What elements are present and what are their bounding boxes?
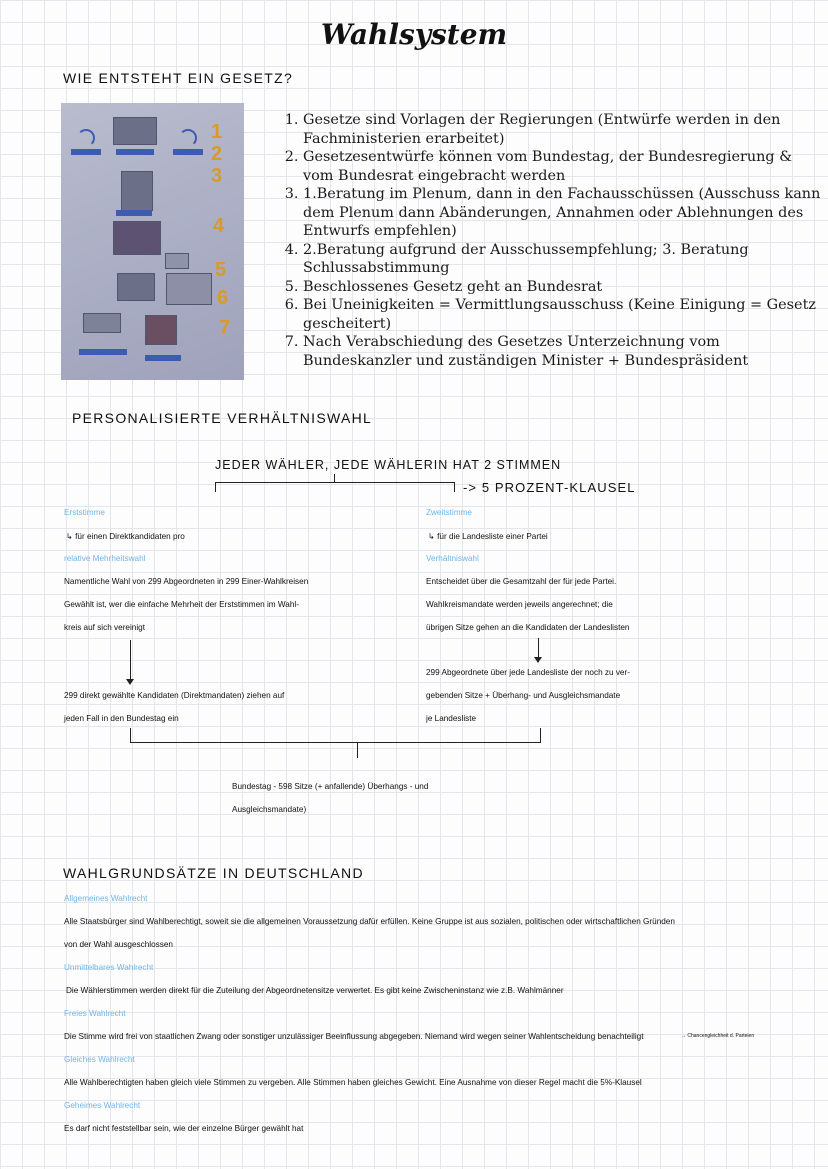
principle-text: Die Wählerstimmen werden direkt für die Zuteilung der Abgeordnetensitze verwertet. Es gibt keine Zwischeninstanz wie z.B. Wahlmänner (66, 986, 564, 995)
law-steps-list (276, 111, 823, 370)
text-line: Wahlkreismandate werden jeweils angerechnet; die (426, 600, 613, 609)
principle-text: von der Wahl ausgeschlossen (64, 940, 173, 949)
page-title: Wahlsystem (320, 18, 508, 51)
list-item: 2. Gesetzesentwürfe können vom Bundestag, der Bundesregierung & vom Bundesrat eingebracht werden (303, 148, 823, 185)
text-line: Namentliche Wahl von 299 Abgeordneten in 299 Einer-Wahlkreisen (64, 577, 309, 586)
text-line: kreis auf sich vereinigt (64, 623, 145, 632)
five-percent-clause: -> 5 PROZENT-KLAUSEL (463, 480, 636, 495)
section-heading-gesetz: WIE ENTSTEHT EIN GESETZ? (63, 70, 294, 86)
bundestag-text-cont: Ausgleichsmandate) (232, 805, 307, 814)
list-item: 6. Bei Uneinigkeiten = Vermittlungsausschuss (Keine Einigung = Gesetz gescheitert) (303, 296, 823, 333)
text-line: 299 direkt gewählte Kandidaten (Direktmandaten) ziehen auf (64, 691, 285, 700)
zweitstimme-description: ↳ für die Landesliste einer Partei (428, 532, 548, 541)
principle-label: Unmittelbares Wahlrecht (64, 963, 154, 972)
law-process-photo: 1 2 3 4 5 6 7 (61, 103, 244, 380)
list-item: 7. Nach Verabschiedung des Gesetzes Unterzeichnung vom Bundeskanzler und zuständigen Minister + Bundespräsident (303, 333, 823, 370)
erststimme-description: ↳ für einen Direktkandidaten pro (66, 532, 185, 541)
text-line: 299 Abgeordnete über jede Landesliste der noch zu ver- (426, 668, 630, 677)
section-heading-grundsaetze: WAHLGRUNDSÄTZE IN DEUTSCHLAND (63, 865, 364, 881)
erststimme-type: relative Mehrheitswahl (64, 554, 146, 563)
principle-text: Alle Wahlberechtigten haben gleich viele Stimmen zu vergeben. Alle Stimmen haben gleiches Gewicht. Eine Ausnahme von dieser Regel macht die 5%-Klausel (64, 1078, 642, 1087)
principle-text: Es darf nicht feststellbar sein, wie der einzelne Bürger gewählt hat (64, 1124, 304, 1133)
principle-note: → Chancengleichheit d. Parteien (681, 1033, 755, 1039)
text-line: Entscheidet über die Gesamtzahl der für jede Partei. (426, 577, 617, 586)
principle-text: Alle Staatsbürger sind Wahlberechtigt, soweit sie die allgemeinen Voraussetzung dafür erfüllen. Keine Gruppe ist aus sozialen, politischen oder wirtschaftlichen Gründen (64, 917, 675, 926)
principle-label: Allgemeines Wahlrecht (64, 894, 148, 903)
section-heading-verhaeltniswahl: PERSONALISIERTE VERHÄLTNISWAHL (72, 410, 373, 426)
principle-label: Freies Wahlrecht (64, 1009, 126, 1018)
list-item: 4. 2.Beratung aufgrund der Ausschussempfehlung; 3. Beratung Schlussabstimmung (303, 241, 823, 278)
zweitstimme-type: Verhältniswahl (426, 554, 479, 563)
principle-text: Die Stimme wird frei von staatlichen Zwang oder sonstiger unzulässiger Beeinflussung abgegeben. Niemand wird wegen seiner Wahlentscheidung benachteiligt (64, 1032, 644, 1041)
list-item: 1. Gesetze sind Vorlagen der Regierungen (Entwürfe werden in den Fachministerien erarbeitet) (303, 111, 823, 148)
text-line: gebenden Sitze + Überhang- und Ausgleichsmandate (426, 691, 621, 700)
two-votes-text: JEDER WÄHLER, JEDE WÄHLERIN HAT 2 STIMMEN (215, 458, 562, 472)
principle-label: Geheimes Wahlrecht (64, 1101, 141, 1110)
text-line: jeden Fall in den Bundestag ein (64, 714, 179, 723)
zweitstimme-label: Zweitstimme (426, 508, 472, 517)
principle-label: Gleiches Wahlrecht (64, 1055, 135, 1064)
list-item: 5. Beschlossenes Gesetz geht an Bundesrat (303, 278, 823, 297)
list-item: 3. 1.Beratung im Plenum, dann in den Fachausschüssen (Ausschuss kann dem Plenum dann Abänderungen, Annahmen oder Ablehnungen des Entwurfs empfehlen) (303, 185, 823, 241)
text-line: je Landesliste (426, 714, 477, 723)
text-line: Gewählt ist, wer die einfache Mehrheit der Erststimmen im Wahl- (64, 600, 299, 609)
text-line: übrigen Sitze gehen an die Kandidaten der Landeslisten (426, 623, 630, 632)
erststimme-label: Erststimme (64, 508, 105, 517)
bundestag-text: Bundestag - 598 Sitze (+ anfallende) Überhangs - und (232, 782, 429, 791)
